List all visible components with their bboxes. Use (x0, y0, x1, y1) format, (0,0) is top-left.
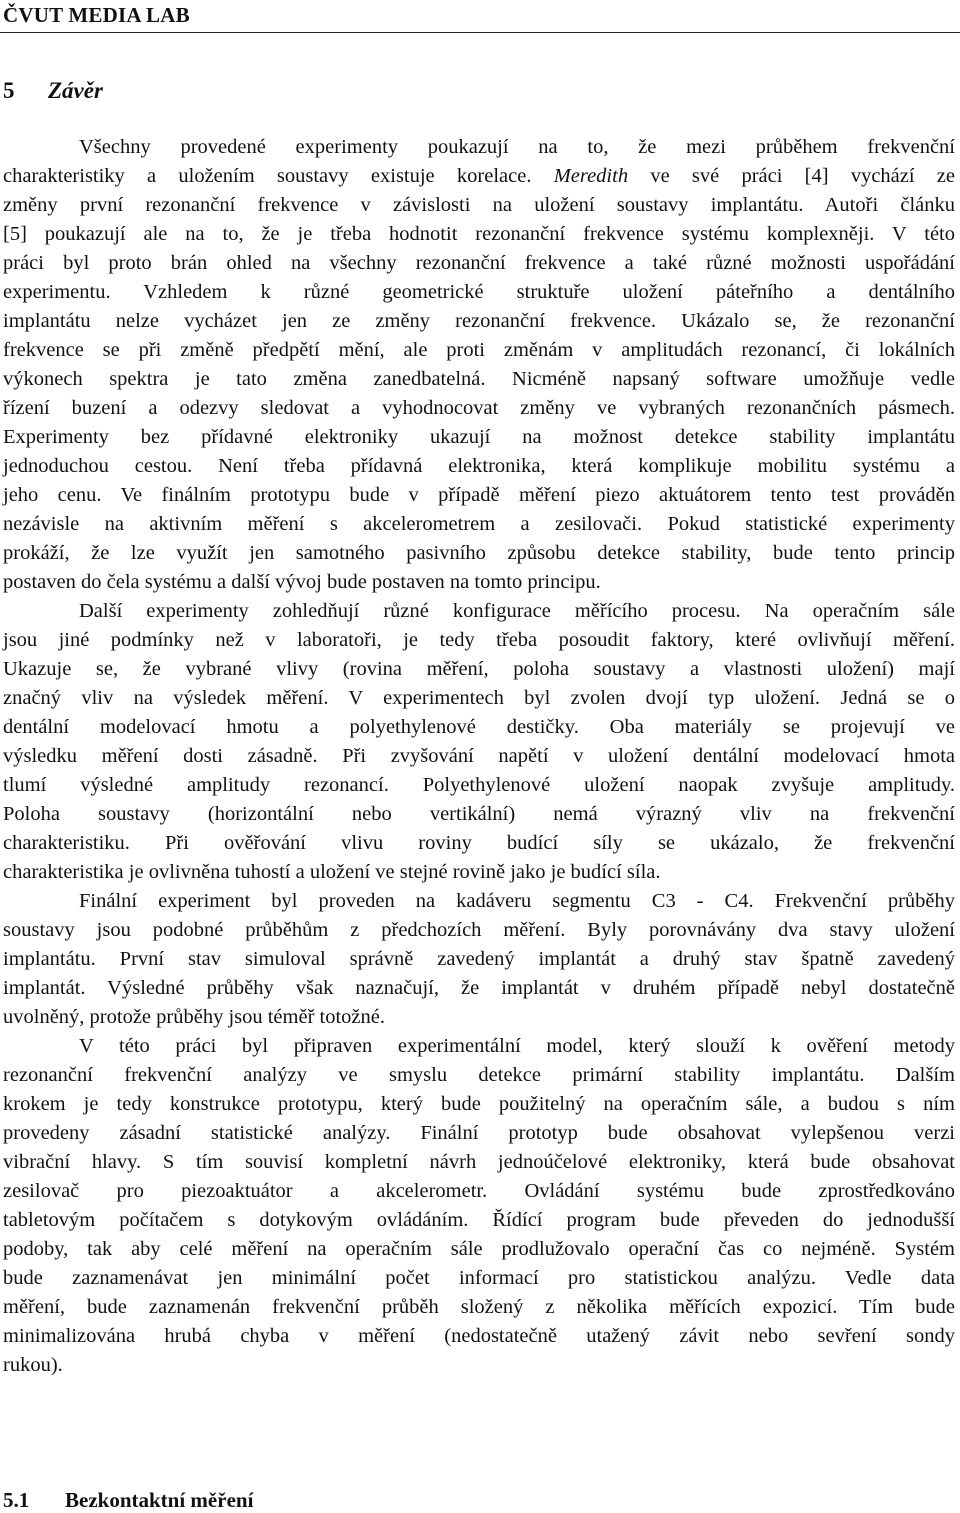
text-line: tlumí výsledné amplitudy rezonancí. Polyethylenové uložení naopak zvyšuje amplitudy. (3, 774, 955, 796)
italic-author-name: Meredith (553, 165, 629, 187)
section-heading (3, 76, 103, 106)
text-line: jednoduchou cestou. Není třeba přídavná elektronika, která komplikuje mobilitu systému a (3, 455, 955, 477)
running-header: ČVUT MEDIA LAB (3, 3, 190, 27)
text-line: výsledku měření dosti zásadně. Při zvyšování napětí v uložení dentální modelovací hmota (3, 745, 955, 767)
text-line: Všechny provedené experimenty poukazují na to, že mezi průběhem frekvenční (79, 136, 955, 158)
text-line: podoby, tak aby celé měření na operačním sále prodlužovalo operační čas co nejméně. Systém (3, 1238, 955, 1260)
text-line (3, 162, 955, 191)
section-number: 5 (3, 78, 15, 103)
text-line: Experimenty bez přídavné elektroniky ukazují na možnost detekce stability implantátu (3, 426, 955, 448)
text-line: jeho cenu. Ve finálním prototypu bude v případě měření piezo aktuátorem tento test prováděn (3, 484, 955, 506)
text-line: Finální experiment byl proveden na kadáveru segmentu C3 - C4. Frekvenční průběhy (79, 890, 955, 912)
text-line: minimalizována hrubá chyba v měření (nedostatečně utažený závit nebo sevření sondy (3, 1325, 955, 1347)
text-line: práci byl proto brán ohled na všechny rezonanční frekvence a také různé možnosti uspořádání (3, 252, 955, 274)
text-line: rukou). (3, 1354, 63, 1376)
text-line: dentální modelovací hmotu a polyethylenové destičky. Oba materiály se projevují ve (3, 716, 955, 738)
text-line: vibrační hlavy. S tím souvisí kompletní návrh jednoúčelové elektroniky, která bude obsahovat (3, 1151, 955, 1173)
text-line: provedeny zásadní statistické analýzy. Finální prototyp bude obsahovat vylepšenou verzi (3, 1122, 955, 1144)
text-line: Poloha soustavy (horizontální nebo vertikální) nemá výrazný vliv na frekvenční (3, 803, 955, 825)
text-line: charakteristiku. Při ověřování vlivu roviny budící síly se ukázalo, že frekvenční (3, 832, 955, 854)
text-line: krokem je tedy konstrukce prototypu, který bude použitelný na operačním sále, a budou s ním (3, 1093, 955, 1115)
text-line: implantátu. První stav simuloval správně zavedený implantát a druhý stav špatně zavedený (3, 948, 955, 970)
text-line: výkonech spektra je tato změna zanedbatelná. Nicméně napsaný software umožňuje vedle (3, 368, 955, 390)
subsection-heading (3, 1487, 253, 1513)
text-line: řízení buzení a odezvy sledovat a vyhodnocovat změny ve vybraných rezonančních pásmech. (3, 397, 955, 419)
text-line: implantát. Výsledné průběhy však naznačují, že implantát v druhém případě nebyl dostatečně (3, 977, 955, 999)
text-line: zesilovač pro piezoaktuátor a akcelerometr. Ovládání systému bude zprostředkováno (3, 1180, 955, 1202)
text-line: uvolněný, protože průběhy jsou téměř totožné. (3, 1006, 385, 1028)
text-line: změny první rezonanční frekvence v závislosti na uložení soustavy implantátu. Autoři článku (3, 194, 955, 216)
text-line: prokáží, že lze využít jen samotného pasivního způsobu detekce stability, bude tento princip (3, 542, 955, 564)
body-text (3, 133, 955, 1380)
text-line: jsou jiné podmínky než v laboratoři, je tedy třeba posoudit faktory, které ovlivňují měření. (3, 629, 955, 651)
text-line: experimentu. Vzhledem k různé geometrické struktuře uložení páteřního a dentálního (3, 281, 955, 303)
text-line: soustavy jsou podobné průběhům z předchozích měření. Byly porovnávány dva stavy uložení (3, 919, 955, 941)
text-run: charakteristiky a uložením soustavy existuje korelace. (3, 165, 554, 187)
text-line: frekvence se při změně předpětí mění, ale proti změnám v amplitudách rezonancí, či lokálních (3, 339, 955, 361)
text-line: Ukazuje se, že vybrané vlivy (rovina měření, poloha soustavy a vlastnosti uložení) mají (3, 658, 955, 680)
text-line: nezávisle na aktivním měření s akcelerometrem a zesilovači. Pokud statistické experimenty (3, 513, 955, 535)
text-line: bude zaznamenávat jen minimální počet informací pro statistickou analýzu. Vedle data (3, 1267, 955, 1289)
text-line: měření, bude zaznamenán frekvenční průběh složený z několika měřících expozicí. Tím bude (3, 1296, 955, 1318)
text-line: charakteristika je ovlivněna tuhostí a uložení ve stejné rovině jako je budící síla. (3, 861, 661, 883)
header-divider (0, 32, 960, 33)
text-line: tabletovým počítačem s dotykovým ovládáním. Řídící program bude převeden do jednodušší (3, 1209, 955, 1231)
text-line: postaven do čela systému a další vývoj bude postaven na tomto principu. (3, 571, 601, 593)
text-line: značný vliv na výsledek měření. V experimentech byl zvolen dvojí typ uložení. Jedná se o (3, 687, 955, 709)
section-title: Závěr (48, 78, 103, 103)
subsection-title: Bezkontaktní měření (65, 1488, 254, 1512)
text-line: Další experimenty zohledňují různé konfigurace měřícího procesu. Na operačním sále (79, 600, 955, 622)
text-line: V této práci byl připraven experimentální model, který slouží k ověření metody (79, 1035, 955, 1057)
text-run: ve své práci [4] vychází ze (628, 165, 955, 187)
text-line: [5] poukazují ale na to, že je třeba hodnotit rezonanční frekvence systému komplexněji. V této (3, 223, 955, 245)
text-line: rezonanční frekvenční analýzy ve smyslu detekce primární stability implantátu. Dalším (3, 1064, 955, 1086)
subsection-number: 5.1 (3, 1488, 30, 1512)
text-line: implantátu nelze vycházet jen ze změny rezonanční frekvence. Ukázalo se, že rezonanční (3, 310, 955, 332)
